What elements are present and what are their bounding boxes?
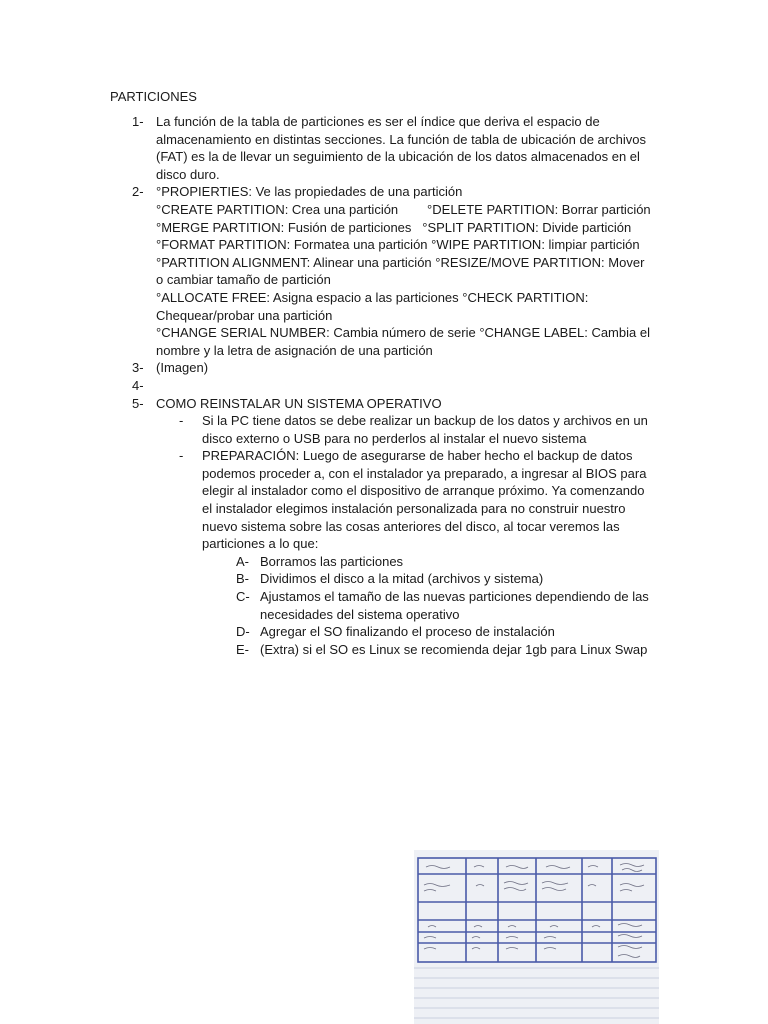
sub-item-preparation [156,447,650,553]
document-title: PARTICIONES [110,89,197,104]
step-text: Agregar el SO finalizando el proceso de instalación [260,624,555,640]
sub-item-dash: - [179,413,184,429]
partition-option-alignment-resize: °PARTITION ALIGNMENT: Alinear una partición °RESIZE/MOVE PARTITION: Mover o cambiar tamaño de partición [156,254,645,288]
partition-option-format-wipe: °FORMAT PARTITION: Formatea una partición °WIPE PARTITION: limpiar partición [156,237,640,253]
item-number: 1- [132,114,144,129]
list-item-1 [110,113,650,183]
item-number: 5- [132,395,144,411]
sub-item-text: Si la PC tiene datos se debe realizar un backup de los datos y archivos en un disco externo o USB para no perderlos al instalar el nuevo sistema [202,413,648,446]
notebook-photo-drawing [414,850,659,1024]
partition-option-serial-label: °CHANGE SERIAL NUMBER: Cambia número de serie °CHANGE LABEL: Cambia el nombre y la letra de asignación de una partición [156,325,650,358]
list-item-4 [110,377,650,395]
partition-option-create-delete: °CREATE PARTITION: Crea una partición °DELETE PARTITION: Borrar partición [156,201,651,217]
step-c [156,588,650,623]
step-letter: C- [236,589,250,605]
sub-item-text: PREPARACIÓN: Luego de asegurarse de haber hecho el backup de datos podemos proceder a, con el instalador ya preparado, a ingresar al BIOS para elegir al instalador como el dispositivo de arranque próximo. Ya comenzando el instalador elegimos instalación personalizada para no construir nuestro nuevo sistema sobre las cosas anteriores del disco, al tocar veremos las particiones a lo que: [202,448,647,552]
item-number: 2- [132,184,144,200]
step-letter: E- [236,641,249,657]
step-letter: D- [236,624,250,640]
step-text: Dividimos el disco a la mitad (archivos y sistema) [260,571,544,587]
item-number: 4- [132,377,144,393]
sub-item-backup [156,412,650,447]
step-letter: A- [236,553,249,569]
item-text: COMO REINSTALAR UN SISTEMA OPERATIVO [156,395,442,411]
partition-option-properties: °PROPIERTIES: Ve las propiedades de una partición [156,184,463,200]
list-item-5 [110,395,650,659]
step-d [156,623,650,641]
step-b [156,570,650,588]
partition-option-allocate-check: °ALLOCATE FREE: Asigna espacio a las particiones °CHECK PARTITION: Chequear/probar una partición [156,289,589,323]
step-text: Ajustamos el tamaño de las nuevas particiones dependiendo de las necesidades del sistema operativo [260,589,649,622]
list-item-3 [110,359,650,377]
step-a [156,553,650,571]
step-text: (Extra) si el SO es Linux se recomienda dejar 1gb para Linux Swap [260,641,648,657]
sub-item-dash: - [179,448,184,464]
numbered-list [110,113,650,658]
item-text: La función de la tabla de particiones es ser el índice que deriva el espacio de almacenamiento en distintas secciones. La función de tabla de ubicación de archivos (FAT) es la de llevar un seguimiento de la ubicación de los datos almacenados en el disco duro. [156,114,646,182]
item-text: (Imagen) [156,360,209,376]
partition-option-merge-split: °MERGE PARTITION: Fusión de particiones °SPLIT PARTITION: Divide partición [156,219,632,235]
handwritten-table-photo [414,850,659,1024]
step-text: Borramos las particiones [260,553,404,569]
item-number: 3- [132,360,144,376]
list-item-2 [110,183,650,359]
step-e [156,641,650,659]
step-letter: B- [236,571,249,587]
